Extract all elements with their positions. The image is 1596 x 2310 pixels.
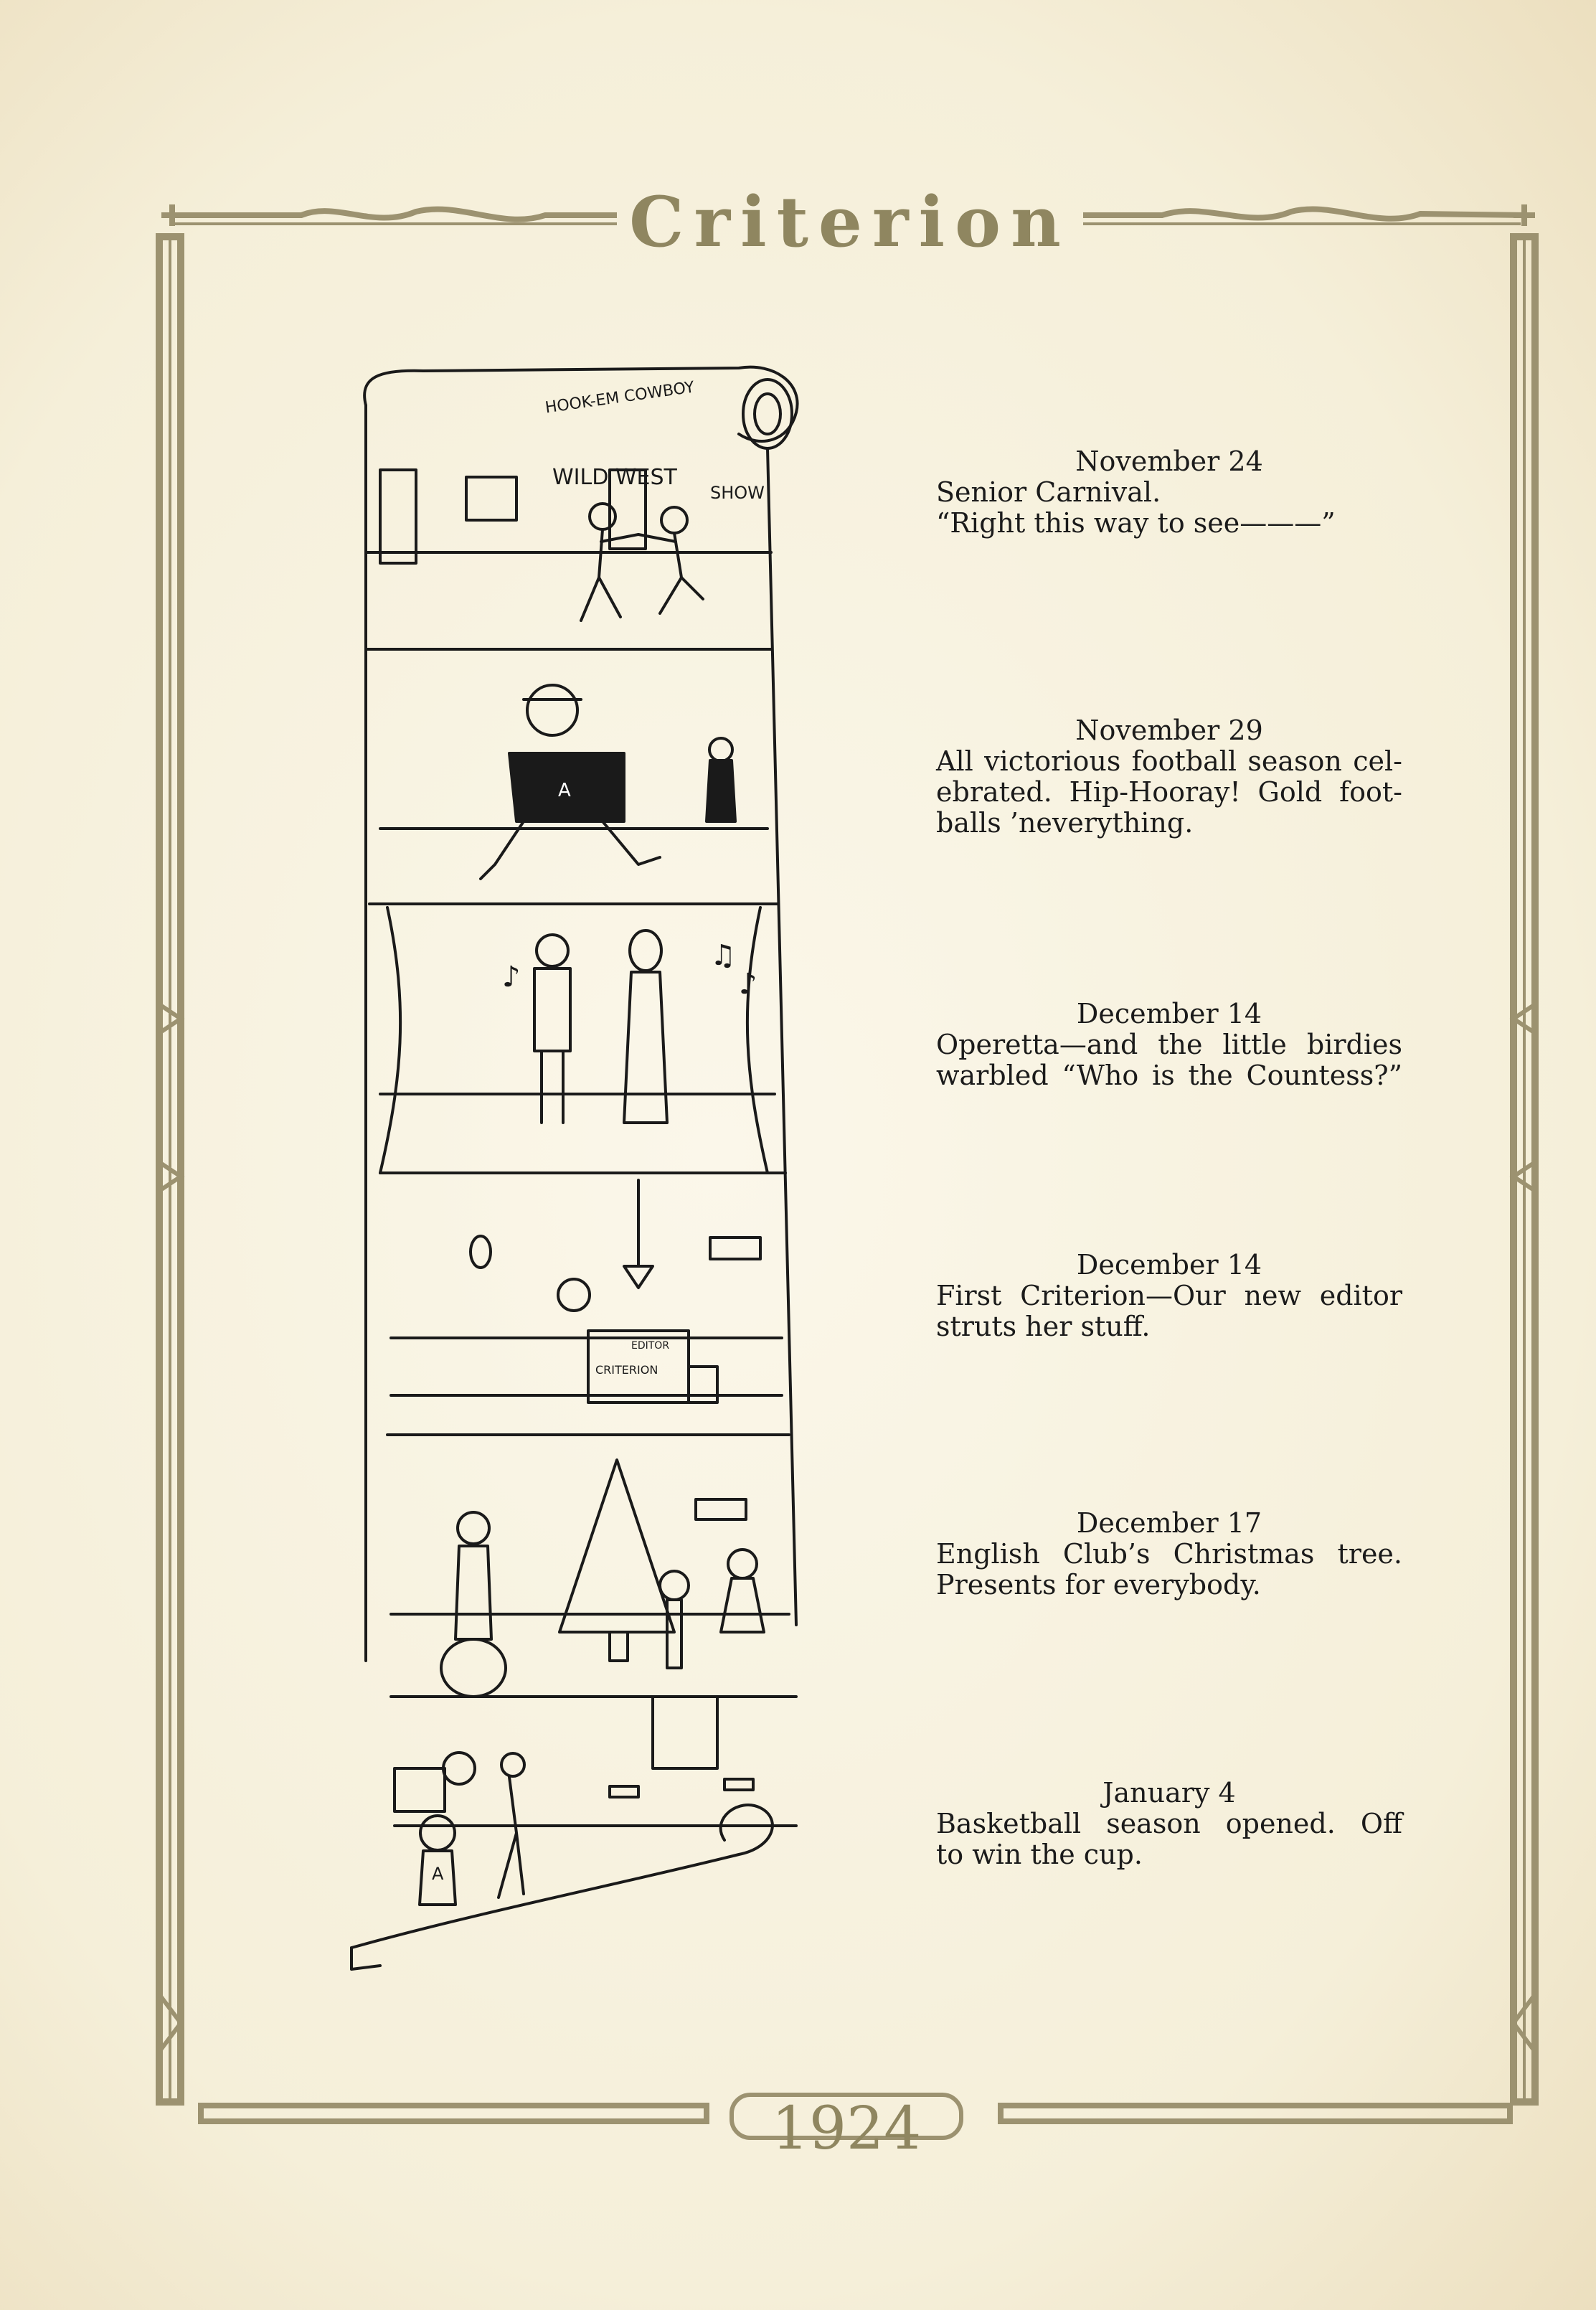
calendar-entry — [936, 715, 1402, 839]
entry-line: balls ’neverything. — [936, 807, 1194, 839]
svg-text:♪: ♪ — [502, 961, 521, 994]
entry-line: struts her stuff. — [936, 1311, 1151, 1342]
svg-text:♪: ♪ — [739, 968, 757, 1001]
jersey-letter: A — [558, 780, 571, 801]
entry-line: English Club’s Christmas tree. — [936, 1538, 1402, 1570]
entry-line: Senior Carnival. — [936, 476, 1161, 508]
desk-sign-editor: EDITOR — [631, 1340, 670, 1352]
cowboy-banner-text: HOOK-EM COWBOY — [544, 378, 696, 418]
entry-date: January 4 — [1102, 1777, 1236, 1809]
svg-text:♫: ♫ — [710, 939, 736, 972]
entry-date: November 24 — [1075, 446, 1263, 477]
desk-sign-criterion: CRITERION — [595, 1363, 658, 1377]
entry-line: Presents for everybody. — [936, 1569, 1261, 1600]
year-cartouche: 1924 — [771, 2095, 922, 2163]
entry-line: to win the cup. — [936, 1839, 1143, 1870]
cartoon-scroll-illustration — [337, 362, 861, 1984]
entry-date: December 14 — [1076, 998, 1262, 1029]
entry-line: ebrated. Hip-Hooray! Gold foot- — [936, 776, 1402, 808]
entry-date: November 29 — [1075, 715, 1263, 746]
calendar-entry — [936, 999, 1402, 1091]
entry-line: Operetta—and the little birdies — [936, 1029, 1402, 1060]
show-sign: SHOW — [710, 483, 765, 503]
entry-line: Basketball season opened. Off — [936, 1808, 1402, 1839]
entry-line: “Right this way to see———” — [936, 507, 1336, 539]
jersey-letter: A — [432, 1864, 444, 1884]
calendar-entry — [936, 1778, 1402, 1870]
entry-line: warbled “Who is the Countess?” — [936, 1060, 1402, 1091]
calendar-entry — [936, 446, 1402, 539]
calendar-entry — [936, 1250, 1402, 1342]
wild-west-sign: WILD WEST — [552, 465, 677, 490]
entry-line: First Criterion—Our new editor — [936, 1280, 1402, 1311]
entry-date: December 14 — [1076, 1249, 1262, 1281]
page-title: Criterion — [629, 182, 1071, 263]
entry-line: All victorious football season cel- — [936, 745, 1402, 777]
calendar-entry — [936, 1508, 1402, 1600]
entry-date: December 17 — [1076, 1507, 1262, 1539]
